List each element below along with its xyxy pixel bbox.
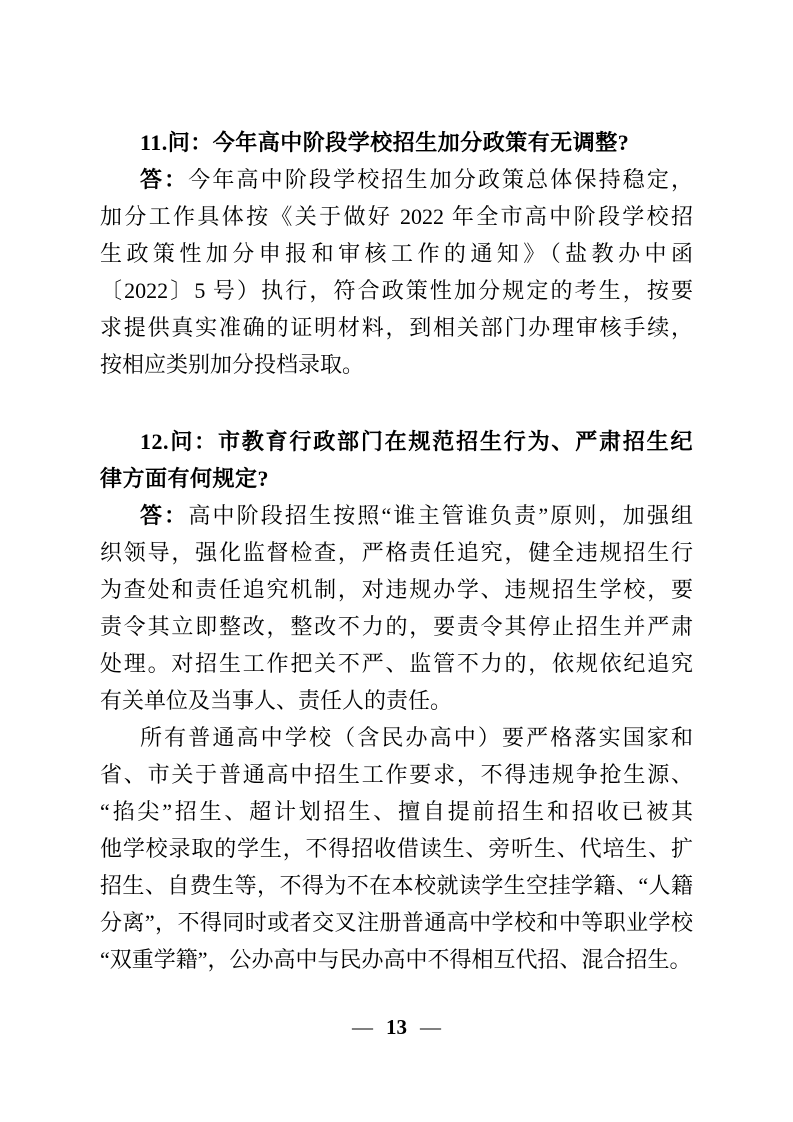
text-line: 责令其立即整改，整改不力的，要责令其停止招生并严肃 (100, 614, 693, 639)
question-11-heading (100, 124, 693, 161)
question-11-heading-line: 11.问：今年高中阶段学校招生加分政策有无调整? (140, 130, 630, 155)
page-footer (0, 1014, 793, 1040)
text-line: 省、市关于普通高中招生工作要求，不得违规争抢生源、 (100, 762, 693, 787)
text-line: 生政策性加分申报和审核工作的通知》（盐教办中函 (100, 241, 693, 266)
answer-12-paragraph-2 (100, 719, 693, 978)
question-12-heading (100, 423, 693, 497)
answer-12-paragraph-1 (100, 497, 693, 719)
answer-11-paragraph (100, 161, 693, 383)
question-12-heading-line: 12.问：市教育行政部门在规范招生行为、严肃招生纪 (140, 429, 693, 454)
answer-prefix: 答： (140, 167, 189, 192)
text-line-content: 高中阶段招生按照“谁主管谁负责”原则，加强组 (188, 503, 693, 528)
footer-dash-right: — (420, 1015, 441, 1039)
document-content (100, 124, 693, 978)
text-line: 织领导，强化监督检查，严格责任追究，健全违规招生行 (100, 540, 693, 565)
page-number: 13 (386, 1015, 407, 1039)
footer-dash-left: — (352, 1015, 373, 1039)
text-line: 加分工作具体按《关于做好 2022 年全市高中阶段学校招 (100, 204, 693, 229)
text-line: 〔2022〕5 号）执行，符合政策性加分规定的考生，按要 (100, 278, 693, 303)
text-line: 他学校录取的学生，不得招收借读生、旁听生、代培生、扩 (100, 836, 693, 861)
text-line: 招生、自费生等，不得为不在本校就读学生空挂学籍、“人籍 (100, 873, 693, 898)
text-line: 处理。对招生工作把关不严、监管不力的，依规依纪追究 (100, 651, 693, 676)
text-line (100, 497, 693, 534)
text-line: 求提供真实准确的证明材料，到相关部门办理审核手续， (100, 315, 693, 340)
text-line: 有关单位及当事人、责任人的责任。 (100, 688, 453, 713)
question-12-heading-line: 律方面有何规定? (100, 466, 270, 491)
text-line: 按相应类别加分投档录取。 (100, 352, 365, 377)
text-line: 所有普通高中学校（含民办高中）要严格落实国家和 (140, 725, 693, 750)
text-line: “掐尖”招生、超计划招生、擅自提前招生和招收已被其 (100, 799, 693, 824)
text-line: 为查处和责任追究机制，对违规办学、违规招生学校，要 (100, 577, 693, 602)
text-line: 分离”，不得同时或者交叉注册普通高中学校和中等职业学校 (100, 910, 693, 935)
text-line (100, 161, 693, 198)
text-line: “双重学籍”，公办高中与民办高中不得相互代招、混合招生。 (100, 947, 692, 972)
answer-prefix: 答： (140, 503, 189, 528)
text-line-content: 今年高中阶段学校招生加分政策总体保持稳定， (188, 167, 693, 192)
